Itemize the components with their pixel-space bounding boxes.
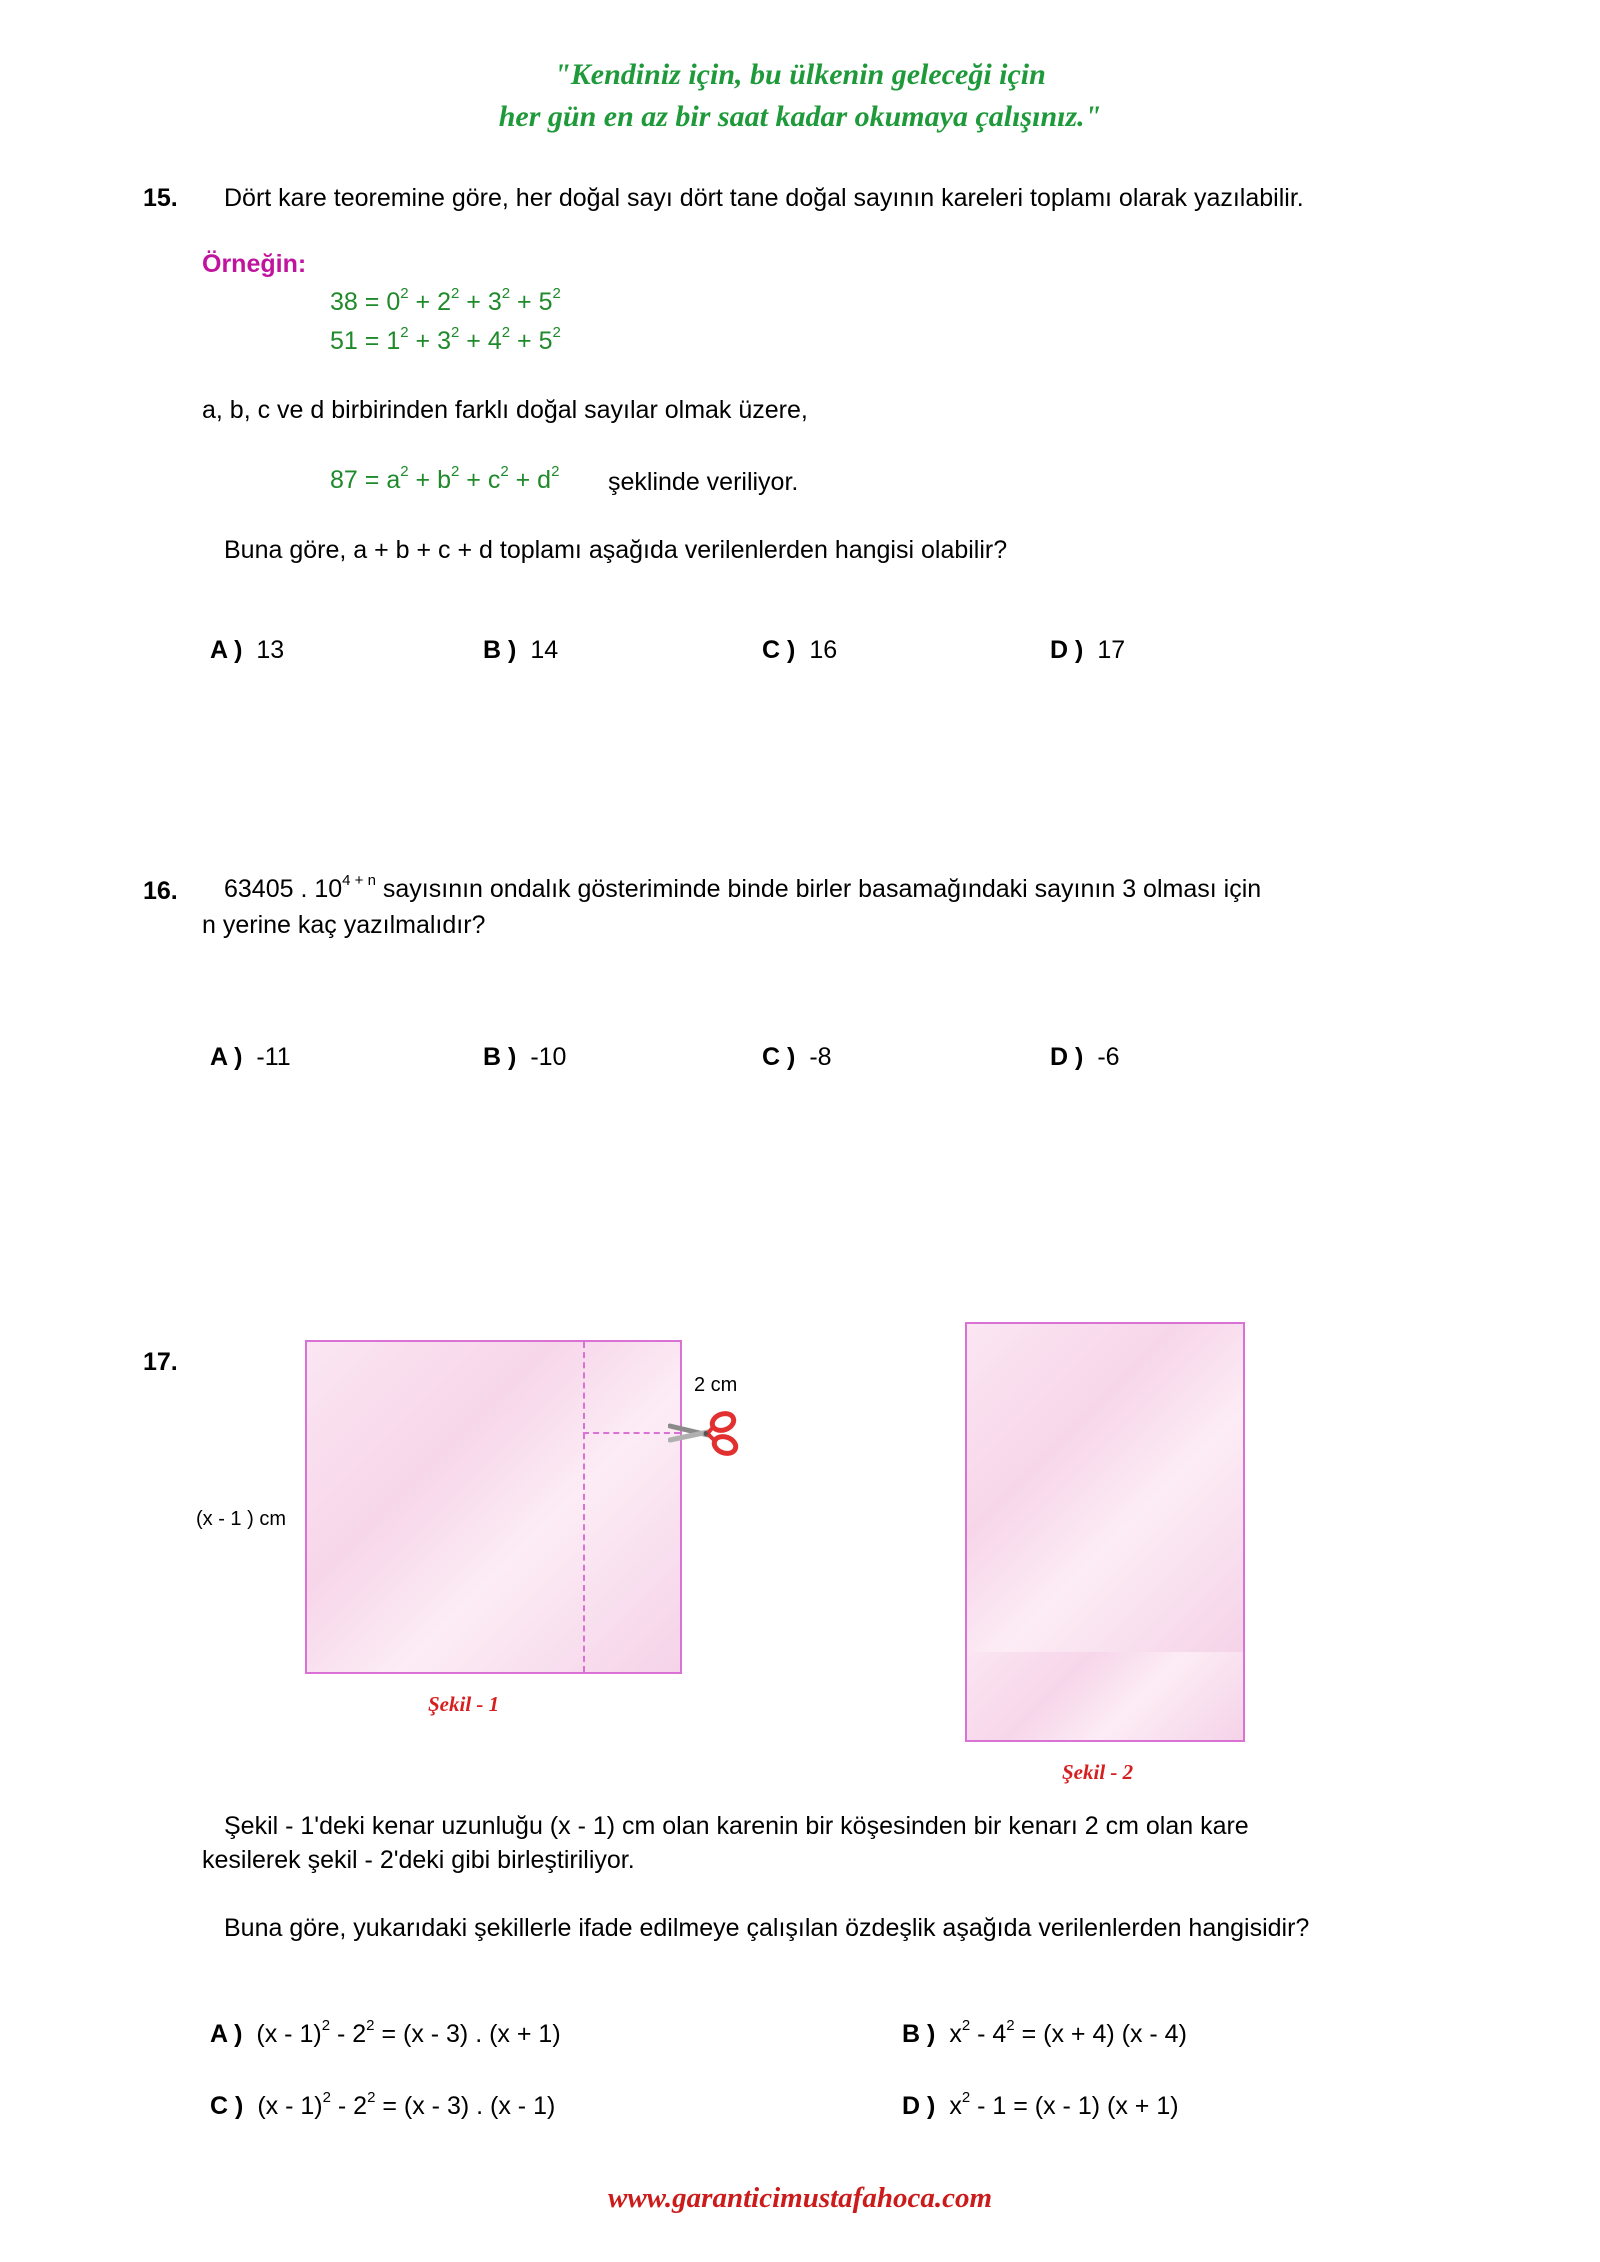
figure-1-square <box>305 1340 682 1674</box>
q17-option-a[interactable]: A ) $(x - 1)^2 - 2^2 = (x - 3)$ . (x + 1) <box>210 2016 561 2048</box>
q15-option-b[interactable]: B ) 14 <box>483 636 559 664</box>
q15-option-c[interactable]: C ) 16 <box>762 636 838 664</box>
figure-2-upper-rectangle <box>965 1322 1245 1656</box>
q16-option-b[interactable]: B ) -10 <box>483 1043 567 1071</box>
figure-1-side-label: (x - 1 ) cm <box>196 1508 286 1530</box>
question-16-text-line2: n yerine kaç yazılmalıdır? <box>202 911 486 939</box>
question-17-description-line2: kesilerek şekil - 2'deki gibi birleştiriliyor. <box>202 1846 635 1874</box>
q16-option-d[interactable]: D ) -6 <box>1050 1043 1120 1071</box>
question-15-number: 15. <box>143 184 178 212</box>
q17-option-b[interactable]: B ) $x^2 - 4^2 = (x + 4)$ (x - 4) <box>902 2016 1187 2048</box>
example-label: Örneğin: <box>202 250 307 278</box>
figure-2-caption: Şekil - 2 <box>1062 1760 1134 1784</box>
header-quote-line1: "Kendiniz için, bu ülkenin geleceği için <box>554 58 1046 91</box>
question-16-number: 16. <box>143 877 178 905</box>
q16-option-c[interactable]: C ) -8 <box>762 1043 832 1071</box>
figure-1-cut-label: 2 cm <box>694 1374 738 1396</box>
cut-line-vertical <box>583 1342 585 1672</box>
q16-option-a[interactable]: A ) -11 <box>210 1043 291 1071</box>
q15-option-a[interactable]: A ) 13 <box>210 636 285 664</box>
given-equation: $87 = a^2 + b^2 + c^2 + d^2$ <box>330 462 560 494</box>
question-15-text: Dört kare teoremine göre, her doğal sayı dört tane doğal sayının kareleri toplamı olarak yazılabilir. <box>224 184 1304 212</box>
q17-option-d[interactable]: D ) $x^2 - 1 = (x - 1) (x + 1)$ <box>902 2088 1179 2120</box>
question-15-condition: a, b, c ve d birbirinden farklı doğal sayılar olmak üzere, <box>202 396 808 424</box>
question-16-text: 63405 . $10^{4 + n}$ sayısının ondalık gösteriminde binde birler basamağındaki sayının 3 olması için <box>224 871 1262 903</box>
footer-website-link[interactable]: www.garanticimustafahoca.com <box>607 2182 993 2214</box>
q17-option-c[interactable]: C ) $(x - 1)^2 - 2^2 = (x - 3)$ . (x - 1) <box>210 2088 556 2120</box>
question-17-number: 17. <box>143 1348 178 1376</box>
figure-2-lower-strip <box>965 1652 1245 1742</box>
example-equation-1: $38 = 0^2 + 2^2 + 3^2 + 5^2$ <box>330 284 561 316</box>
question-17-description-line1: Şekil - 1'deki kenar uzunluğu (x - 1) cm olan karenin bir köşesinden bir kenarı 2 cm olan kare <box>224 1812 1249 1840</box>
header-quote-line2: her gün en az bir saat kadar okumaya çalışınız." <box>498 100 1102 133</box>
question-17-prompt: Buna göre, yukarıdaki şekillerle ifade edilmeye çalışılan özdeşlik aşağıda verilenlerden hangisidir? <box>224 1914 1310 1942</box>
figure-1-caption: Şekil - 1 <box>428 1692 500 1716</box>
cut-line-horizontal <box>583 1432 680 1434</box>
given-suffix: şeklinde veriliyor. <box>608 468 799 496</box>
scissors-icon <box>668 1408 740 1456</box>
q15-option-d[interactable]: D ) 17 <box>1050 636 1126 664</box>
example-equation-2: $51 = 1^2 + 3^2 + 4^2 + 5^2$ <box>330 323 561 355</box>
question-15-prompt: Buna göre, a + b + c + d toplamı aşağıda verilenlerden hangisi olabilir? <box>224 536 1008 564</box>
